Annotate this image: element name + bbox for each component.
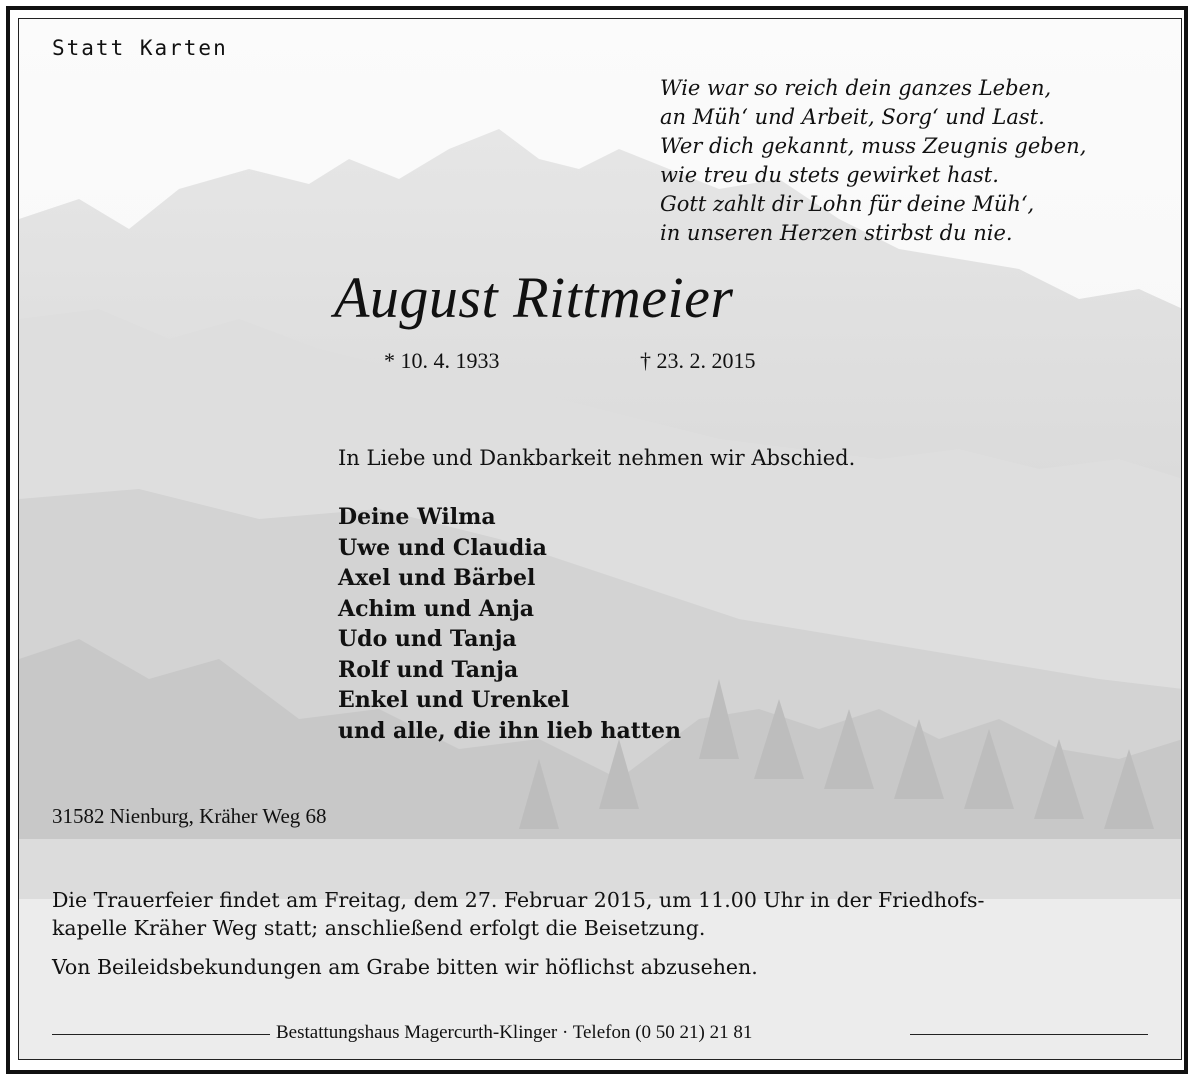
poem-line: Wer dich gekannt, muss Zeugnis geben, bbox=[660, 134, 1087, 158]
memorial-poem bbox=[660, 74, 1086, 248]
mourner-line: Axel und Bärbel bbox=[338, 565, 536, 591]
poem-line: Gott zahlt dir Lohn für deine Müh‘, bbox=[660, 192, 1035, 216]
mourner-line: Rolf und Tanja bbox=[338, 656, 519, 683]
poem-line: Wie war so reich dein ganzes Leben, bbox=[660, 76, 1052, 100]
statt-karten-label: Statt Karten bbox=[52, 36, 228, 60]
condolences-note: Von Beileidsbekundungen am Grabe bitten wir höflichst abzusehen. bbox=[52, 955, 758, 979]
address: 31582 Nienburg, Kräher Weg 68 bbox=[52, 804, 327, 828]
ceremony-line: kapelle Kräher Weg statt; anschließend erfolgt die Beisetzung. bbox=[52, 916, 706, 940]
mourner-line: Udo und Tanja bbox=[338, 626, 517, 652]
footer-divider-left bbox=[52, 1034, 270, 1035]
mourner-line: und alle, die ihn lieb hatten bbox=[338, 717, 682, 744]
mourner-line: Deine Wilma bbox=[338, 504, 496, 530]
mourner-line: Uwe und Claudia bbox=[338, 534, 547, 561]
funeral-home-footer: Bestattungshaus Magercurth-Klinger · Telefon (0 50 21) 21 81 bbox=[276, 1022, 753, 1043]
ceremony-line: Die Trauerfeier findet am Freitag, dem 27. Februar 2015, um 11.00 Uhr in der Friedhofs- bbox=[52, 888, 985, 912]
mourner-line: Achim und Anja bbox=[338, 595, 535, 622]
poem-line: in unseren Herzen stirbst du nie. bbox=[660, 221, 1013, 245]
poem-line: wie treu du stets gewirket hast. bbox=[660, 163, 999, 187]
birth-date: * 10. 4. 1933 bbox=[384, 348, 500, 373]
mourner-line: Enkel und Urenkel bbox=[338, 687, 570, 713]
mourners-list bbox=[338, 502, 681, 746]
footer-divider-right bbox=[910, 1034, 1148, 1035]
poem-line: an Müh‘ und Arbeit, Sorg‘ und Last. bbox=[660, 105, 1045, 129]
deceased-name: August Rittmeier bbox=[334, 265, 734, 330]
death-date: † 23. 2. 2015 bbox=[640, 348, 756, 373]
ceremony-info bbox=[52, 886, 984, 942]
farewell-text: In Liebe und Dankbarkeit nehmen wir Abschied. bbox=[338, 446, 856, 470]
